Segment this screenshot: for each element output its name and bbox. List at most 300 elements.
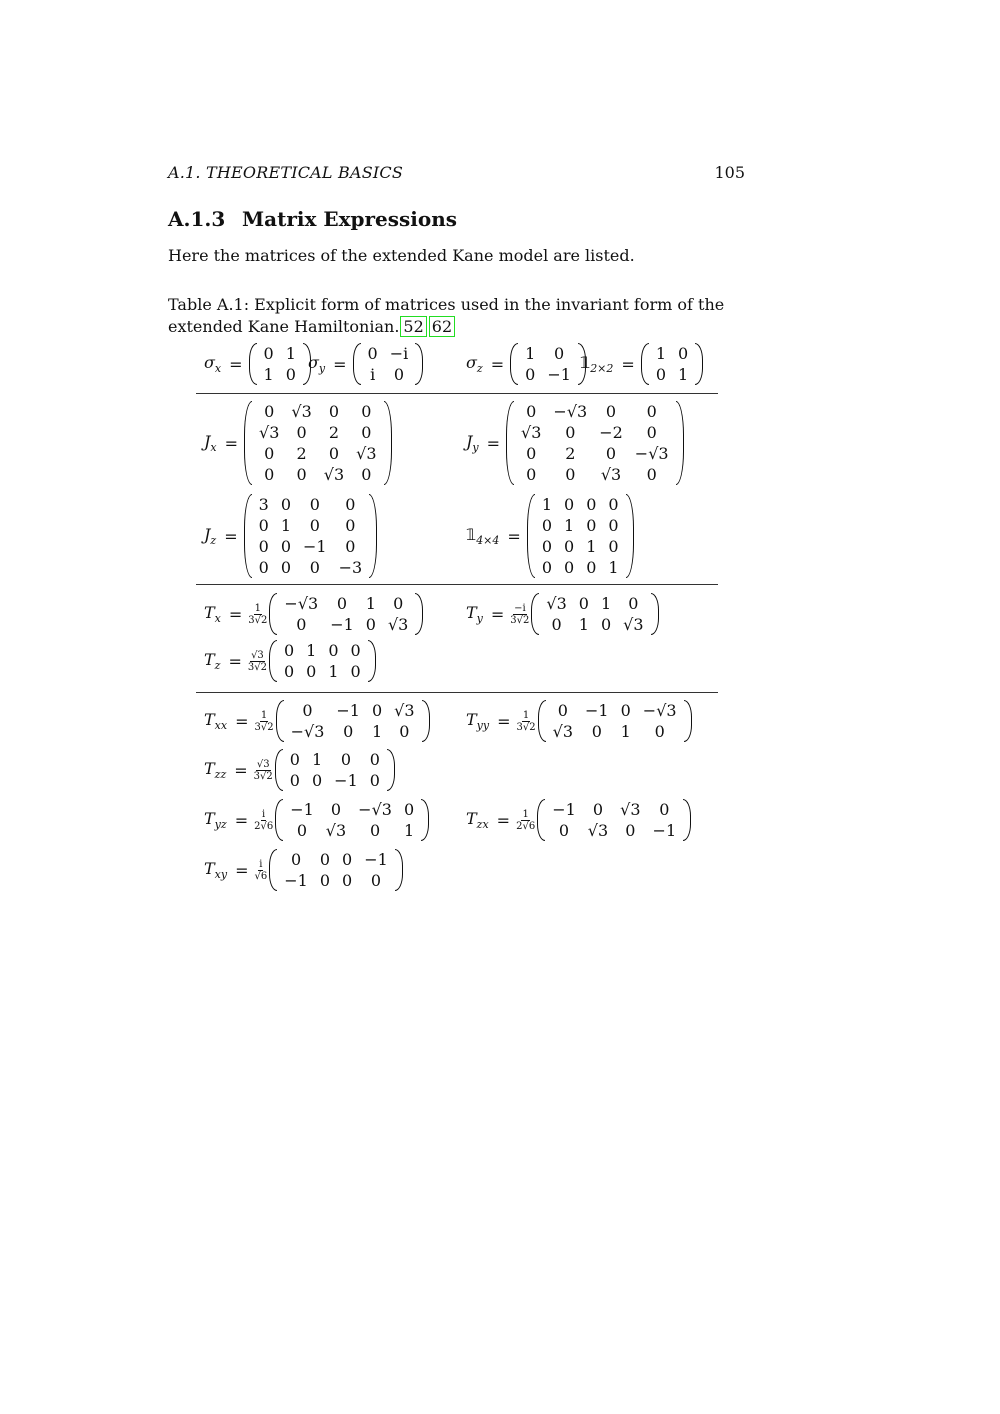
- matrix-entry: 0: [625, 821, 636, 840]
- equation-subscript: x: [210, 441, 217, 455]
- matrix-entry: 0: [586, 558, 597, 577]
- matrix-entry: 0: [646, 423, 657, 442]
- matrix-grid: [284, 799, 420, 841]
- equation-sigma-z: [466, 343, 586, 385]
- matrix-entry: −1: [585, 701, 609, 720]
- equation-symbol: J: [204, 524, 211, 544]
- fraction-denominator: 3√2: [248, 614, 268, 626]
- matrix: [269, 849, 403, 891]
- matrix-entry: 0: [280, 495, 291, 514]
- matrix-entry: √3: [387, 615, 409, 634]
- matrix-grid: [253, 401, 383, 485]
- matrix-entry: 1: [285, 344, 296, 363]
- equals-sign: =: [621, 354, 635, 374]
- matrix-entry: √3: [291, 402, 312, 421]
- fraction-numerator: 1: [522, 709, 530, 721]
- matrix-entry: 0: [264, 465, 275, 484]
- matrix: [510, 343, 586, 385]
- equation-lhs: [204, 859, 227, 881]
- equation-T-yy: [466, 700, 692, 742]
- matrix-entry: 0: [608, 516, 619, 535]
- fraction-numerator: i: [262, 808, 266, 820]
- matrix-row: [258, 364, 302, 385]
- prefactor-fraction: [248, 603, 267, 626]
- equation-symbol: T: [466, 602, 477, 622]
- matrix-entry: √3: [521, 423, 542, 442]
- running-head: [168, 163, 745, 182]
- matrix-entry: 1: [578, 615, 589, 634]
- matrix-entry: 0: [620, 701, 631, 720]
- matrix-entry: 0: [600, 615, 612, 634]
- prefactor-fraction: [510, 603, 529, 626]
- table-rule: [196, 692, 718, 693]
- matrix-grid: [253, 494, 369, 578]
- right-parenthesis: [651, 593, 659, 635]
- equation-subscript: 4×4: [476, 534, 500, 548]
- equation-subscript: z: [210, 534, 217, 548]
- matrix: [527, 494, 634, 578]
- matrix-grid: [258, 343, 302, 385]
- left-parenthesis: [276, 700, 284, 742]
- matrix-row: [258, 343, 302, 364]
- matrix-entry: −1: [652, 821, 677, 840]
- equation-J-x: [204, 401, 392, 485]
- equation-one-2x2: [580, 343, 703, 385]
- matrix-entry: −1: [547, 365, 571, 384]
- right-parenthesis: [384, 401, 392, 485]
- matrix-entry: 0: [558, 821, 570, 840]
- equation-T-z: [204, 640, 376, 682]
- matrix-grid: [540, 593, 649, 635]
- left-parenthesis: [353, 343, 361, 385]
- matrix-entry: 0: [296, 423, 307, 442]
- equation-symbol: T: [204, 602, 215, 622]
- matrix: [276, 700, 430, 742]
- matrix: [506, 401, 684, 485]
- left-parenthesis: [641, 343, 649, 385]
- equation-subscript: y: [472, 441, 479, 455]
- matrix-entry: 0: [541, 516, 552, 535]
- matrix-row: [536, 536, 625, 557]
- matrix-entry: 1: [678, 365, 689, 384]
- equation-symbol: T: [204, 758, 215, 778]
- prefactor-fraction: [248, 650, 267, 673]
- equation-subscript: y: [318, 362, 326, 376]
- matrix-entry: 0: [264, 444, 275, 463]
- left-parenthesis: [269, 593, 277, 635]
- matrix-entry: 0: [526, 444, 537, 463]
- equation-lhs: [204, 710, 227, 732]
- right-parenthesis: [695, 343, 703, 385]
- matrix-entry: 0: [345, 537, 356, 556]
- left-parenthesis: [275, 749, 283, 791]
- matrix-entry: 0: [578, 594, 589, 613]
- matrix: [269, 593, 423, 635]
- equals-sign: =: [333, 354, 347, 374]
- matrix-entry: 1: [311, 750, 323, 769]
- equation-lhs: [204, 432, 217, 454]
- matrix-entry: 1: [541, 495, 552, 514]
- matrix-entry: 0: [646, 465, 657, 484]
- matrix-row: [253, 494, 369, 515]
- matrix-entry: 0: [296, 821, 308, 840]
- left-parenthesis: [538, 700, 546, 742]
- fraction-denominator: 3√2: [254, 721, 274, 733]
- matrix-row: [285, 721, 421, 742]
- left-parenthesis: [510, 343, 518, 385]
- matrix-grid: [536, 494, 625, 578]
- matrix-entry: √3: [546, 594, 567, 613]
- matrix-entry: 0: [330, 800, 342, 819]
- matrix-row: [285, 700, 421, 721]
- matrix-entry: 0: [591, 722, 602, 741]
- fraction-numerator: √3: [256, 758, 270, 770]
- matrix-entry: −√3: [553, 402, 588, 421]
- matrix-entry: 0: [280, 558, 291, 577]
- matrix-entry: √3: [394, 701, 415, 720]
- matrix-entry: 0: [345, 495, 356, 514]
- matrix-entry: 0: [283, 641, 295, 660]
- matrix-row: [253, 443, 383, 464]
- matrix-row: [515, 401, 675, 422]
- equation-lhs: [466, 809, 489, 831]
- matrix-entry: √3: [623, 615, 644, 634]
- matrix-entry: 0: [564, 558, 575, 577]
- matrix-row: [536, 515, 625, 536]
- matrix-entry: 0: [289, 750, 300, 769]
- matrix-entry: 0: [369, 750, 380, 769]
- fraction-denominator: 3√2: [516, 721, 536, 733]
- equation-subscript: xx: [214, 719, 228, 733]
- matrix-entry: √3: [620, 800, 641, 819]
- matrix-row: [650, 343, 694, 364]
- fraction-denominator: 2√6: [254, 820, 274, 832]
- matrix-entry: 0: [678, 344, 689, 363]
- right-parenthesis: [395, 849, 403, 891]
- matrix-entry: 0: [342, 871, 353, 890]
- matrix-entry: 0: [525, 365, 536, 384]
- equation-symbol: 𝟙: [466, 524, 477, 544]
- equation-symbol: J: [204, 431, 211, 451]
- matrix-grid: [278, 849, 394, 891]
- matrix-entry: 0: [342, 850, 353, 869]
- equation-subscript: zx: [476, 818, 489, 832]
- matrix-row: [515, 464, 675, 485]
- matrix-entry: √3: [323, 465, 345, 484]
- matrix-grid: [515, 401, 675, 485]
- equation-subscript: xy: [214, 868, 228, 882]
- matrix-entry: 2: [296, 444, 307, 463]
- table-rule: [196, 584, 718, 585]
- matrix-entry: 0: [564, 537, 575, 556]
- matrix-entry: 0: [328, 444, 340, 463]
- equation-symbol: T: [466, 709, 477, 729]
- matrix-entry: 0: [554, 344, 565, 363]
- left-parenthesis: [244, 401, 252, 485]
- matrix-row: [278, 640, 367, 661]
- matrix-row: [515, 443, 675, 464]
- equation-T-zz: [204, 749, 395, 791]
- matrix-row: [284, 749, 386, 770]
- matrix-entry: 0: [586, 495, 597, 514]
- right-parenthesis: [684, 700, 692, 742]
- equation-symbol: J: [466, 431, 473, 451]
- left-parenthesis: [531, 593, 539, 635]
- matrix-entry: 0: [565, 423, 576, 442]
- equation-subscript: x: [214, 612, 221, 626]
- matrix-entry: 0: [345, 516, 356, 535]
- equation-sigma-x: [204, 343, 311, 385]
- matrix: [353, 343, 424, 385]
- matrix: [244, 401, 392, 485]
- running-head-title: A.1. THEORETICAL BASICS: [168, 163, 404, 182]
- matrix-entry: 0: [646, 402, 657, 421]
- matrix-entry: 0: [328, 641, 339, 660]
- equation-lhs: [204, 809, 227, 831]
- matrix-grid: [278, 640, 367, 682]
- equals-sign: =: [486, 433, 501, 453]
- matrix-entry: 1: [620, 722, 631, 741]
- equation-T-x: [204, 593, 423, 635]
- matrix-row: [253, 557, 369, 578]
- equation-symbol: σ: [204, 352, 215, 372]
- section-heading: [168, 207, 457, 231]
- intro-paragraph: Here the matrices of the extended Kane model are listed.: [168, 246, 635, 265]
- equation-J-y: [466, 401, 684, 485]
- equation-lhs: [466, 603, 483, 625]
- equation-subscript: y: [476, 612, 483, 626]
- matrix-row: [547, 700, 683, 721]
- matrix-entry: 0: [541, 537, 552, 556]
- matrix-entry: √3: [259, 423, 280, 442]
- matrix-entry: 0: [263, 344, 274, 363]
- equation-subscript: yy: [476, 719, 490, 733]
- left-parenthesis: [269, 849, 277, 891]
- matrix-entry: 0: [296, 465, 307, 484]
- section-number: A.1.3: [168, 207, 226, 231]
- matrix-row: [515, 422, 675, 443]
- prefactor-fraction: [516, 809, 535, 832]
- matrix-entry: −1: [364, 850, 388, 869]
- equation-T-xx: [204, 700, 430, 742]
- matrix-row: [284, 770, 386, 791]
- matrix-entry: 0: [361, 423, 372, 442]
- matrix-row: [278, 593, 414, 614]
- matrix-entry: 0: [393, 594, 404, 613]
- matrix-grid: [546, 799, 682, 841]
- matrix-row: [253, 515, 369, 536]
- fraction-denominator: 2√6: [516, 820, 536, 832]
- equation-subscript: z: [214, 659, 221, 673]
- left-parenthesis: [275, 799, 283, 841]
- matrix: [537, 799, 691, 841]
- citation-link[interactable]: 52: [400, 316, 426, 337]
- equation-lhs: [204, 353, 221, 375]
- matrix-entry: 1: [586, 537, 597, 556]
- matrix-row: [253, 464, 383, 485]
- matrix: [538, 700, 692, 742]
- left-parenthesis: [506, 401, 514, 485]
- equation-lhs: [204, 759, 226, 781]
- matrix-entry: 0: [369, 771, 380, 790]
- matrix-entry: 1: [263, 365, 274, 384]
- matrix-row: [253, 422, 383, 443]
- matrix-entry: 0: [309, 516, 320, 535]
- matrix-entry: 0: [592, 800, 604, 819]
- matrix-entry: 1: [403, 821, 415, 840]
- matrix-entry: −1: [284, 871, 308, 890]
- matrix-entry: 0: [361, 402, 372, 421]
- matrix-entry: 1: [655, 344, 666, 363]
- matrix-row: [546, 820, 682, 841]
- prefactor-fraction: [255, 710, 274, 733]
- matrix-entry: −√3: [642, 701, 677, 720]
- equation-subscript: x: [214, 362, 222, 376]
- matrix-entry: 0: [340, 750, 352, 769]
- matrix-row: [540, 593, 649, 614]
- matrix-grid: [547, 700, 683, 742]
- equals-sign: =: [224, 433, 239, 453]
- equation-symbol: T: [466, 808, 477, 828]
- matrix-entry: −i: [389, 344, 409, 363]
- matrix-entry: 3: [258, 495, 269, 514]
- matrix-entry: −1: [330, 615, 354, 634]
- matrix-row: [536, 494, 625, 515]
- matrix-entry: −√3: [284, 594, 319, 613]
- matrix-entry: 0: [403, 800, 415, 819]
- matrix-entry: −1: [334, 771, 358, 790]
- right-parenthesis: [421, 799, 429, 841]
- matrix-entry: √3: [600, 465, 622, 484]
- matrix-entry: 0: [309, 495, 320, 514]
- fraction-denominator: 3√2: [510, 614, 530, 626]
- matrix: [531, 593, 658, 635]
- matrix: [641, 343, 703, 385]
- matrix-entry: 0: [336, 594, 348, 613]
- equals-sign: =: [234, 760, 248, 780]
- table-caption: [168, 294, 748, 338]
- matrix-entry: 0: [367, 344, 378, 363]
- equals-sign: =: [229, 354, 243, 374]
- matrix-grid: [362, 343, 415, 385]
- equation-symbol: T: [204, 709, 215, 729]
- matrix-entry: 1: [371, 722, 383, 741]
- matrix-entry: 0: [551, 615, 562, 634]
- matrix-entry: 0: [290, 850, 302, 869]
- matrix-entry: 1: [600, 594, 612, 613]
- matrix-entry: 0: [541, 558, 552, 577]
- matrix-entry: −1: [552, 800, 576, 819]
- equation-T-xy: [204, 849, 403, 891]
- matrix-row: [650, 364, 694, 385]
- fraction-denominator: √6: [254, 870, 268, 882]
- right-parenthesis: [369, 494, 377, 578]
- matrix-entry: 0: [350, 641, 361, 660]
- equation-T-yz: [204, 799, 429, 841]
- right-parenthesis: [626, 494, 634, 578]
- prefactor-fraction: [254, 809, 273, 832]
- matrix-entry: 0: [399, 722, 410, 741]
- matrix-entry: 0: [365, 615, 376, 634]
- matrix-entry: 0: [659, 800, 670, 819]
- prefactor-fraction: [517, 710, 536, 733]
- matrix-row: [278, 849, 394, 870]
- matrix-entry: −√3: [634, 444, 669, 463]
- matrix-entry: 0: [608, 495, 619, 514]
- matrix-entry: 0: [258, 537, 269, 556]
- matrix-entry: √3: [552, 722, 573, 741]
- matrix-entry: −1: [290, 800, 314, 819]
- matrix-entry: −1: [303, 537, 327, 556]
- matrix-entry: 0: [654, 722, 665, 741]
- matrix-entry: 0: [285, 365, 296, 384]
- matrix: [275, 749, 395, 791]
- matrix-entry: −√3: [290, 722, 325, 741]
- matrix: [249, 343, 311, 385]
- matrix-entry: 0: [605, 402, 617, 421]
- matrix-entry: 0: [289, 771, 300, 790]
- equation-lhs: [466, 710, 489, 732]
- equals-sign: =: [490, 604, 505, 624]
- citation-link[interactable]: 62: [429, 316, 455, 337]
- matrix-entry: 0: [586, 516, 597, 535]
- fraction-numerator: 1: [254, 602, 262, 614]
- matrix-entry: 1: [365, 594, 376, 613]
- matrix-entry: −3: [338, 558, 363, 577]
- fraction-numerator: 1: [522, 808, 529, 820]
- left-parenthesis: [527, 494, 535, 578]
- equals-sign: =: [224, 526, 238, 546]
- equation-lhs: [466, 432, 479, 454]
- equation-lhs: [204, 650, 220, 672]
- matrix-entry: 0: [258, 558, 269, 577]
- matrix-entry: 1: [608, 558, 619, 577]
- matrix-grid: [519, 343, 577, 385]
- left-parenthesis: [269, 640, 277, 682]
- equation-T-y: [466, 593, 659, 635]
- matrix-grid: [650, 343, 694, 385]
- caption-text: Table A.1: Explicit form of matrices used in the invariant form of the extended Kane Hamiltonian.: [168, 295, 725, 336]
- matrix-entry: −√3: [358, 800, 392, 819]
- matrix-row: [362, 343, 415, 364]
- matrix-row: [519, 364, 577, 385]
- equation-lhs: [204, 603, 221, 625]
- prefactor-fraction: [255, 859, 268, 882]
- matrix-row: [278, 614, 414, 635]
- matrix-entry: 0: [565, 465, 576, 484]
- equals-sign: =: [234, 810, 249, 830]
- matrix-entry: √3: [356, 444, 377, 463]
- matrix-entry: 0: [319, 871, 331, 890]
- equation-T-zx: [466, 799, 691, 841]
- equation-symbol: T: [204, 858, 215, 878]
- matrix-entry: −2: [599, 423, 623, 442]
- right-parenthesis: [422, 700, 430, 742]
- matrix-entry: 0: [605, 444, 617, 463]
- equation-lhs: [466, 353, 483, 375]
- equation-subscript: z: [476, 362, 483, 376]
- right-parenthesis: [415, 343, 423, 385]
- matrix-entry: 0: [258, 516, 269, 535]
- equals-sign: =: [235, 860, 249, 880]
- matrix-entry: 0: [370, 871, 382, 890]
- matrix-row: [278, 661, 367, 682]
- matrix-row: [253, 536, 369, 557]
- equation-lhs: [308, 353, 325, 375]
- matrix-entry: 0: [319, 850, 331, 869]
- matrix-row: [362, 364, 415, 385]
- matrix-entry: 0: [283, 662, 295, 681]
